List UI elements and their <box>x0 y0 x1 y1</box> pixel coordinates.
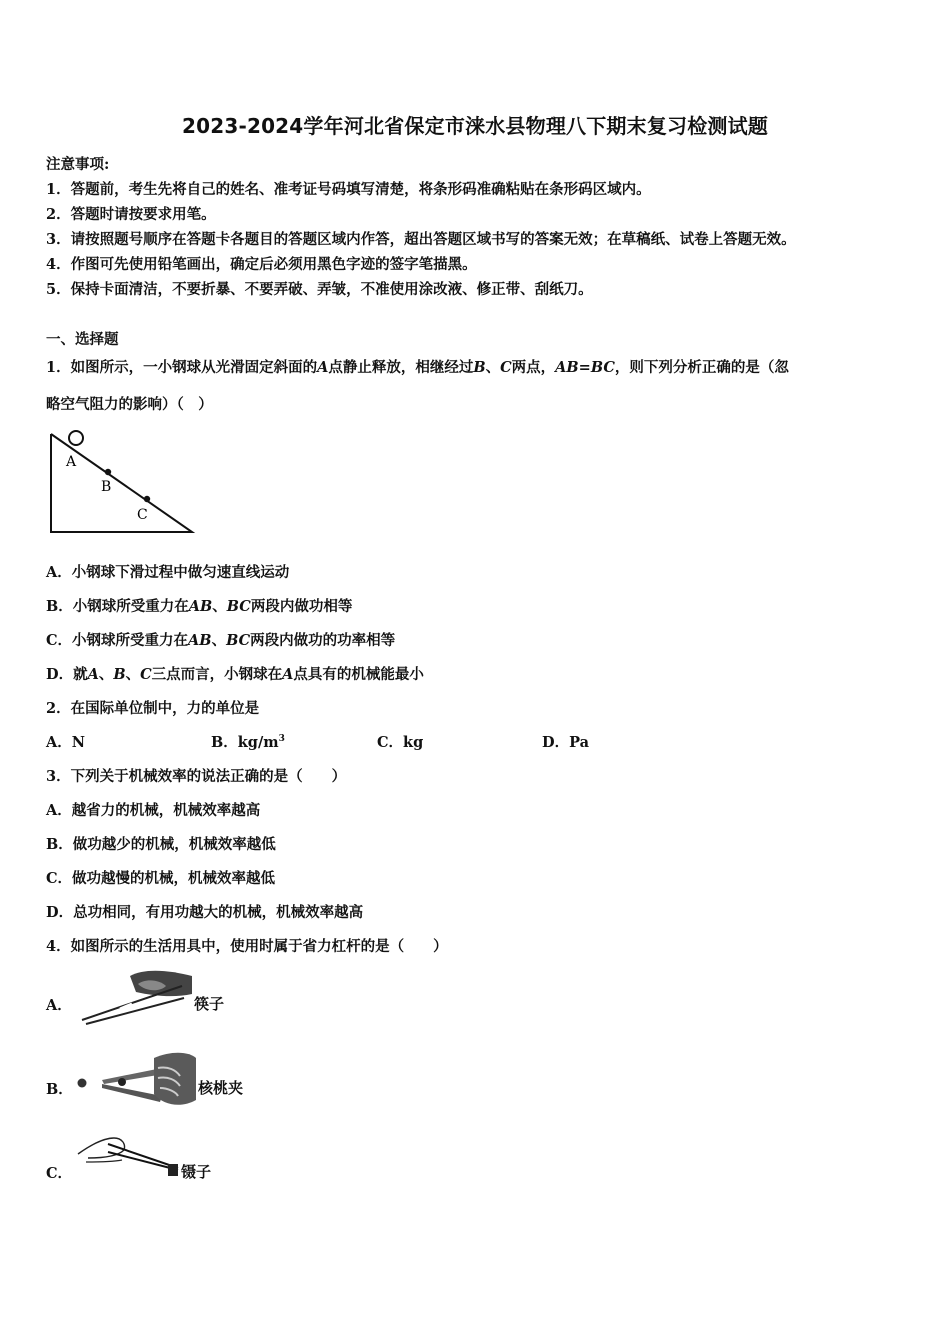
q1-option-d: D．就A、B、C三点而言，小钢球在A点具有的机械能最小 <box>46 666 424 683</box>
q2-option-a: A．N <box>46 734 86 751</box>
steel-ball <box>69 431 83 445</box>
q4-option-b-label: 核桃夹 <box>198 1079 244 1097</box>
question-2-stem: 2．在国际单位制中，力的单位是 <box>46 700 260 717</box>
notice-item: 3．请按照题号顺序在答题卡各题目的答题区域内作答，超出答题区域书写的答案无效；在草稿纸、试卷上答题无效。 <box>46 231 796 248</box>
q4-option-b-letter: B． <box>46 1081 73 1098</box>
q3-option-a: A．越省力的机械，机械效率越高 <box>46 802 261 819</box>
point-c-dot <box>144 496 150 502</box>
q1-option-b: B．小钢球所受重力在AB、BC两段内做功相等 <box>46 598 353 615</box>
point-b-dot <box>105 469 111 475</box>
tweezer-tip <box>168 1164 178 1176</box>
q2-option-d: D．Pa <box>542 734 589 751</box>
incline-triangle <box>51 434 192 532</box>
incline-figure <box>44 428 199 538</box>
label-a: A <box>66 454 77 470</box>
nutcracker-image <box>72 1048 198 1110</box>
q4-option-c-label: 镊子 <box>181 1163 212 1181</box>
q2-option-c: C．kg <box>377 734 424 751</box>
notice-item: 4．作图可先使用铅笔画出，确定后必须用黑色字迹的签字笔描黑。 <box>46 256 477 273</box>
notice-item: 1．答题前，考生先将自己的姓名、准考证号码填写清楚，将条形码准确粘贴在条形码区域内。 <box>46 181 651 198</box>
q1-option-a: A．小钢球下滑过程中做匀速直线运动 <box>46 564 290 581</box>
question-1-stem-cont: 略空气阻力的影响）（ ） <box>46 396 213 413</box>
question-1-stem: 1．如图所示，一小钢球从光滑固定斜面的A点静止释放，相继经过B、C两点，AB=BC，则下列分析正确的是（忽 <box>46 359 789 376</box>
notice-item: 5．保持卡面清洁，不要折暴、不要弄破、弄皱，不准使用涂改液、修正带、刮纸刀。 <box>46 281 593 298</box>
q2-option-b: B．$kg/m^3$ <box>211 734 285 751</box>
question-4-stem: 4．如图所示的生活用具中，使用时属于省力杠杆的是（ ） <box>46 938 448 955</box>
q3-option-d: D．总功相同，有用功越大的机械，机械效率越高 <box>46 904 364 921</box>
label-c: C <box>137 507 148 523</box>
q3-option-c: C．做功越慢的机械，机械效率越低 <box>46 870 276 887</box>
q4-option-c-letter: C． <box>46 1165 73 1182</box>
chopsticks-image <box>74 966 196 1028</box>
q4-option-a-label: 筷子 <box>194 995 225 1013</box>
page-title: 2023-2024学年河北省保定市涞水县物理八下期末复习检测试题 <box>181 114 769 138</box>
q1-option-c: C．小钢球所受重力在AB、BC两段内做功的功率相等 <box>46 632 396 649</box>
notice-heading: 注意事项: <box>46 156 110 173</box>
notice-item: 2．答题时请按要求用笔。 <box>46 206 216 223</box>
q4-option-a-letter: A． <box>46 997 72 1014</box>
label-b: B <box>101 479 112 495</box>
q3-option-b: B．做功越少的机械，机械效率越低 <box>46 836 276 853</box>
hand-shape <box>154 1053 196 1105</box>
tweezers-image <box>74 1132 184 1182</box>
walnut <box>78 1079 87 1088</box>
section-heading: 一、选择题 <box>46 331 119 348</box>
question-3-stem: 3．下列关于机械效率的说法正确的是（ ） <box>46 768 347 785</box>
